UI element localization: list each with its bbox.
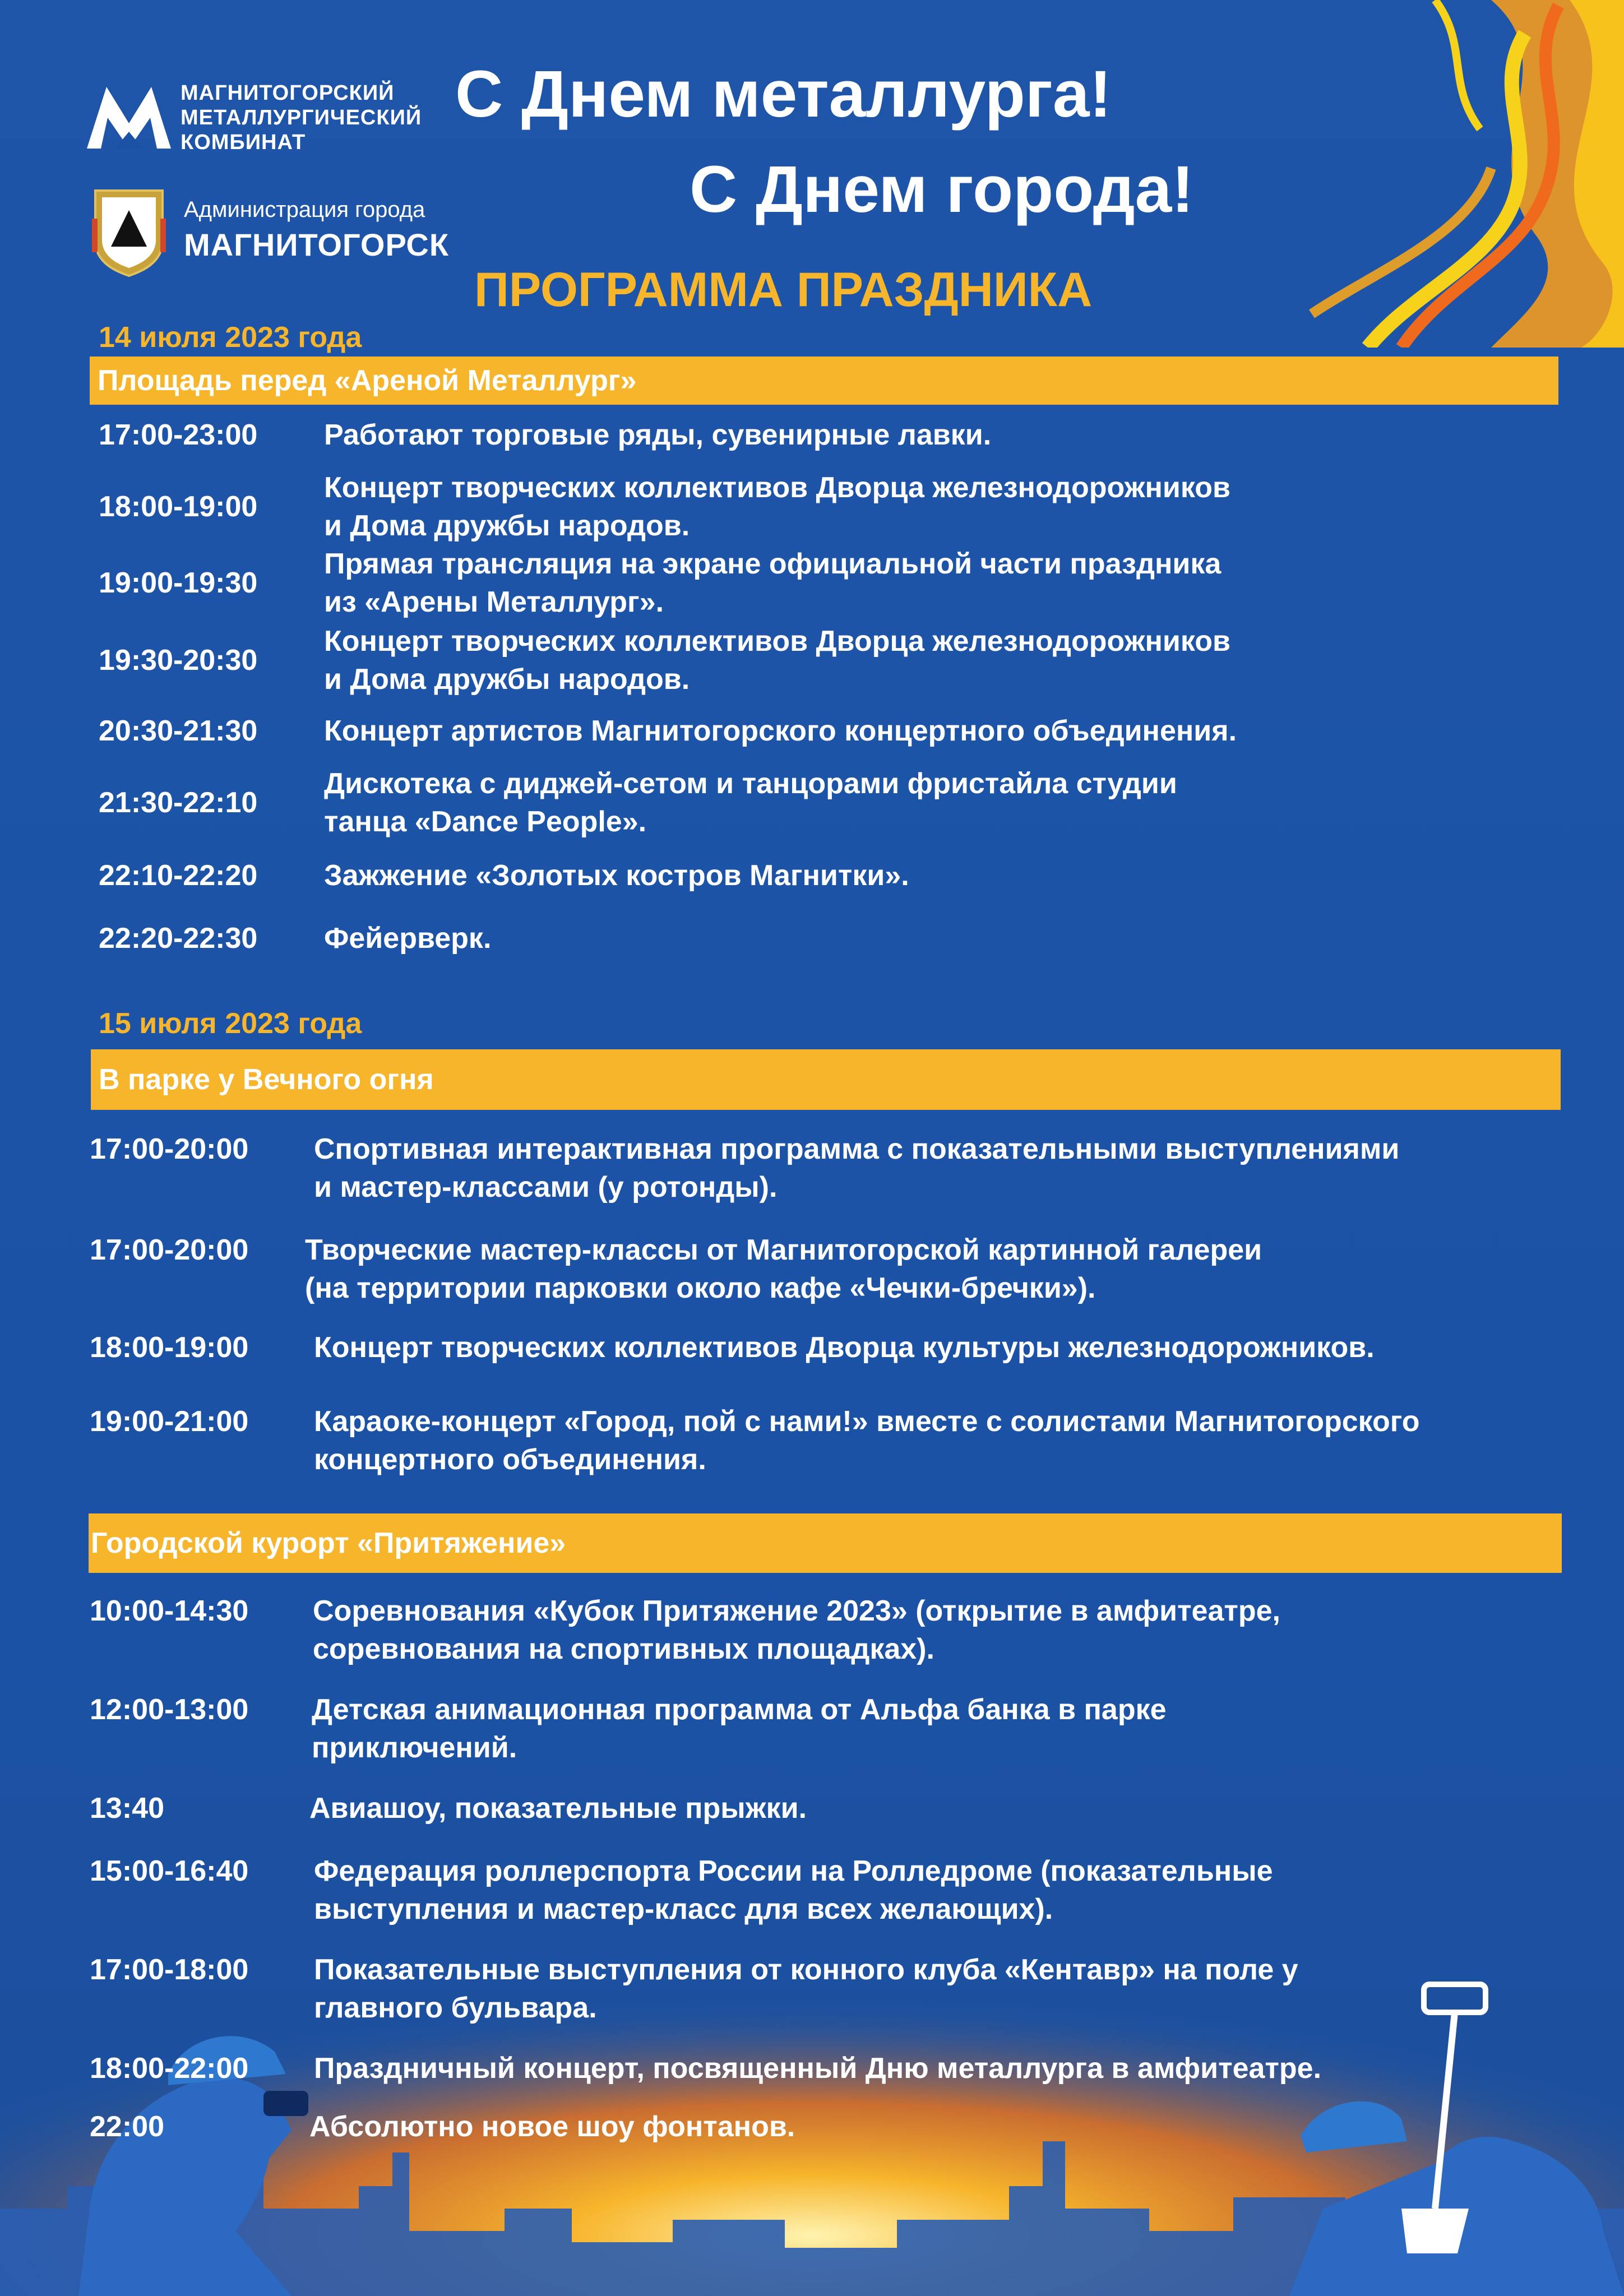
event-description: Концерт творческих коллективов Дворца культуры железнодорожников. bbox=[314, 1331, 1375, 1364]
day2-venue1-banner: В парке у Вечного огня bbox=[91, 1049, 1561, 1110]
event-time: 17:00-18:00 bbox=[90, 1954, 249, 1986]
mmk-company-name bbox=[181, 81, 422, 155]
event-time: 22:20-22:30 bbox=[99, 922, 258, 955]
day2-venue2-banner: Городской курорт «Притяжение» bbox=[89, 1513, 1562, 1573]
event-time: 19:00-19:30 bbox=[99, 567, 258, 599]
event-time: 18:00-19:00 bbox=[90, 1331, 249, 1364]
city-name: МАГНИТОГОРСК bbox=[184, 227, 450, 262]
event-time: 17:00-23:00 bbox=[99, 419, 258, 451]
event-description: Соревнования «Кубок Притяжение 2023» (открытие в амфитеатре, соревнования на спортивных площадках). bbox=[313, 1595, 1280, 1665]
event-time: 17:00-20:00 bbox=[90, 1234, 249, 1266]
event-description: Концерт творческих коллективов Дворца железнодорожников и Дома дружбы народов. bbox=[324, 471, 1230, 542]
event-time: 18:00-22:00 bbox=[90, 2052, 249, 2085]
day1-date: 14 июля 2023 года bbox=[99, 321, 362, 354]
flame-ribbons-decoration bbox=[1177, 0, 1624, 348]
mmk-logo-icon bbox=[84, 78, 174, 151]
event-description: Зажжение «Золотых костров Магнитки». bbox=[324, 859, 909, 892]
coat-of-arms-icon bbox=[90, 185, 168, 277]
event-description: Показательные выступления от конного клуба «Кентавр» на поле у главного бульвара. bbox=[314, 1954, 1298, 2024]
mmk-name-line-3: КОМБИНАТ bbox=[181, 131, 306, 154]
event-description: Федерация роллерспорта России на Ролледроме (показательные bbox=[314, 1855, 1273, 1887]
event-time: 13:40 bbox=[90, 1792, 164, 1825]
event-description: Праздничный концерт, посвященный Дню металлурга в амфитеатре. bbox=[314, 2052, 1322, 2085]
mmk-name-line-1: МАГНИТОГОРСКИЙ bbox=[181, 81, 395, 105]
event-time: 22:10-22:20 bbox=[99, 859, 258, 892]
event-description: Авиашоу, показательные прыжки. bbox=[309, 1792, 807, 1825]
event-time: 12:00-13:00 bbox=[90, 1693, 249, 1726]
event-description: Работают торговые ряды, сувенирные лавки. bbox=[324, 419, 992, 451]
event-time: 20:30-21:30 bbox=[99, 715, 258, 747]
event-time: 21:30-22:10 bbox=[99, 786, 258, 819]
mmk-name-line-2: МЕТАЛЛУРГИЧЕСКИЙ bbox=[181, 106, 422, 129]
greeting-metallurgist-day: С Днем металлурга! bbox=[455, 57, 1112, 131]
event-time: 15:00-16:40 bbox=[90, 1855, 249, 1887]
event-description: Концерт творческих коллективов Дворца железнодорожников и Дома дружбы народов. bbox=[324, 625, 1230, 696]
event-description: Дискотека с диджей-сетом и танцорами фристайла студии танца «Dance People». bbox=[324, 767, 1177, 838]
event-description: Творческие мастер-классы от Магнитогорской картинной галереи (на территории парковки около кафе «Чечки-бречки»). bbox=[305, 1234, 1262, 1304]
admin-title: Администрация города bbox=[184, 197, 425, 222]
event-time: 17:00-20:00 bbox=[90, 1133, 249, 1165]
day2-date: 15 июля 2023 года bbox=[99, 1007, 362, 1040]
event-time: 19:00-21:00 bbox=[90, 1405, 249, 1438]
greeting-city-day: С Днем города! bbox=[690, 152, 1194, 226]
event-description: Спортивная интерактивная программа с показательными выступлениями и мастер-классами (у ротонды). bbox=[314, 1133, 1400, 1203]
event-time: 10:00-14:30 bbox=[90, 1595, 249, 1627]
event-description: Фейерверк. bbox=[324, 922, 492, 955]
event-time: 18:00-19:00 bbox=[99, 490, 258, 523]
event-time: 19:30-20:30 bbox=[99, 644, 258, 677]
event-time: 22:00 bbox=[90, 2110, 164, 2143]
event-description: Абсолютно новое шоу фонтанов. bbox=[309, 2110, 795, 2143]
program-title: ПРОГРАММА ПРАЗДНИКА bbox=[474, 263, 1093, 317]
event-description: Караоке-концерт «Город, пой с нами!» вместе с солистами Магнитогорского концертного объединения. bbox=[314, 1405, 1420, 1476]
event-description: Детская анимационная программа от Альфа банка в парке приключений. bbox=[312, 1693, 1167, 1764]
event-description: Концерт артистов Магнитогорского концертного объединения. bbox=[324, 715, 1237, 747]
day1-venue-banner: Площадь перед «Ареной Металлург» bbox=[90, 357, 1558, 405]
event-description: Прямая трансляция на экране официальной части праздника из «Арены Металлург». bbox=[324, 548, 1222, 618]
